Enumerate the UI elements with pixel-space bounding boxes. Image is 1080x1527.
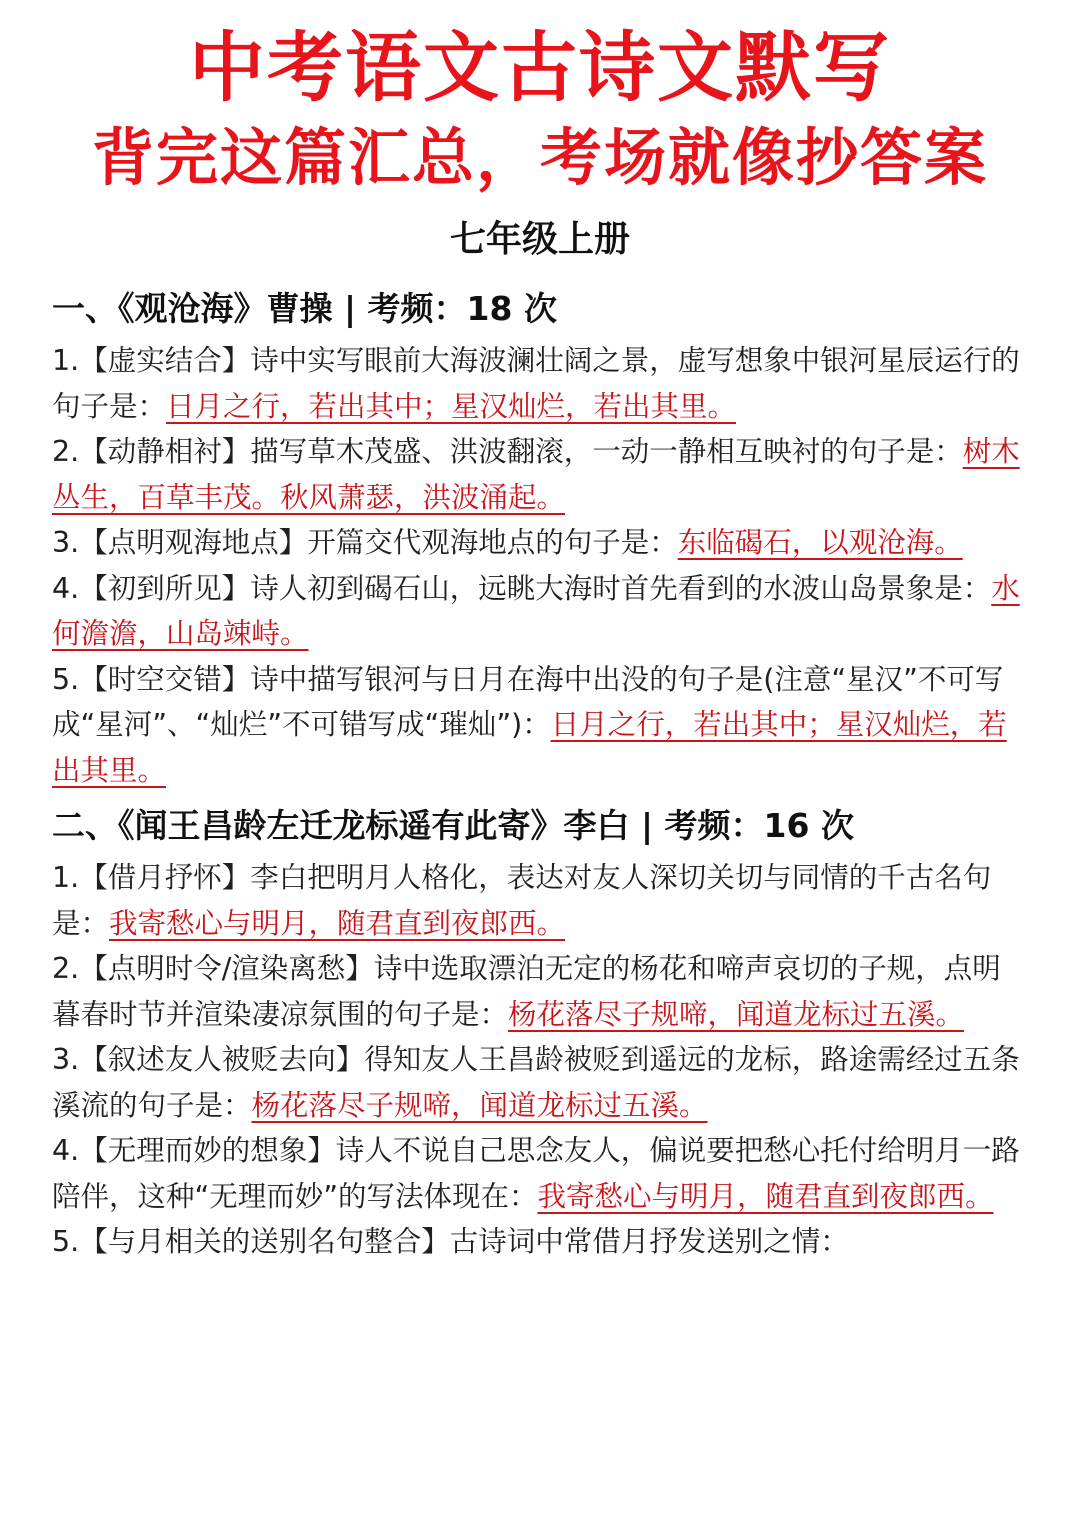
question-item: [52, 1037, 1028, 1128]
question-item: [52, 338, 1028, 429]
section-title-guan-cang-hai: 一、《观沧海》曹操 | 考频：18 次: [52, 289, 557, 328]
question-item: [52, 1128, 1028, 1219]
question-text: 2.【动静相衬】描写草木茂盛、洪波翻滚，一动一静相互映衬的句子是：: [52, 435, 963, 468]
question-item: [52, 1219, 1028, 1265]
answer-text: 我寄愁心与明月，随君直到夜郎西。: [109, 906, 566, 940]
question-item: [52, 429, 1028, 520]
question-text: 1.【借月抒怀】李白把明月人格化，表达对友人深切关切与同情的千古名句是：: [52, 861, 992, 940]
subtitle: 背完这篇汇总，考场就像抄答案: [91, 121, 988, 194]
answer-text: 树木丛生，百草丰茂。秋风萧瑟，洪波涌起。: [52, 435, 1020, 514]
answer-text: 我寄愁心与明月，随君直到夜郎西。: [537, 1179, 994, 1213]
answer-text: 杨花落尽子规啼，闻道龙标过五溪。: [508, 997, 965, 1031]
answer-text: 日月之行，若出其中；星汉灿烂，若出其里。: [52, 708, 1007, 787]
answer-text: 杨花落尽子规啼，闻道龙标过五溪。: [251, 1088, 708, 1122]
question-item: [52, 946, 1028, 1037]
question-text: 2.【点明时令/渲染离愁】诗中选取漂泊无定的杨花和啼声哀切的子规，点明暮春时节并渲染凄凉氛围的句子是：: [52, 952, 1001, 1031]
question-text: 5.【时空交错】诗中描写银河与日月在海中出没的句子是(注意“星汉”不可写成“星河”、“灿烂”不可错写成“璀灿”)：: [52, 662, 1004, 741]
question-text: 4.【无理而妙的想象】诗人不说自己思念友人，偏说要把愁心托付给明月一路陪伴，这种“无理而妙”的写法体现在：: [52, 1134, 1020, 1213]
question-text: 3.【点明观海地点】开篇交代观海地点的句子是：: [52, 526, 678, 559]
answer-text: 东临碣石，以观沧海。: [677, 526, 963, 559]
question-text: 4.【初到所见】诗人初到碣石山，远眺大海时首先看到的水波山岛景象是：: [52, 571, 992, 605]
question-item: [52, 520, 1028, 566]
question-text: 3.【叙述友人被贬去向】得知友人王昌龄被贬到遥远的龙标，路途需经过五条溪流的句子是：: [52, 1043, 1020, 1122]
answer-text: 日月之行，若出其中；星汉灿烂，若出其里。: [166, 389, 737, 423]
question-text: 5.【与月相关的送别名句整合】古诗词中常借月抒发送别之情：: [52, 1225, 849, 1258]
answer-text: 水何澹澹，山岛竦峙。: [52, 571, 1020, 650]
question-text: 1.【虚实结合】诗中实写眼前大海波澜壮阔之景，虚写想象中银河星辰运行的句子是：: [52, 344, 1020, 423]
section-title-wen-wang-changling: 二、《闻王昌龄左迁龙标遥有此寄》李白 | 考频：16 次: [52, 806, 854, 845]
question-item: [52, 566, 1028, 657]
question-item: [52, 657, 1028, 794]
grade-heading: 七年级上册: [449, 219, 630, 260]
question-item: [52, 855, 1028, 946]
main-title: 中考语文古诗文默写: [189, 23, 891, 112]
